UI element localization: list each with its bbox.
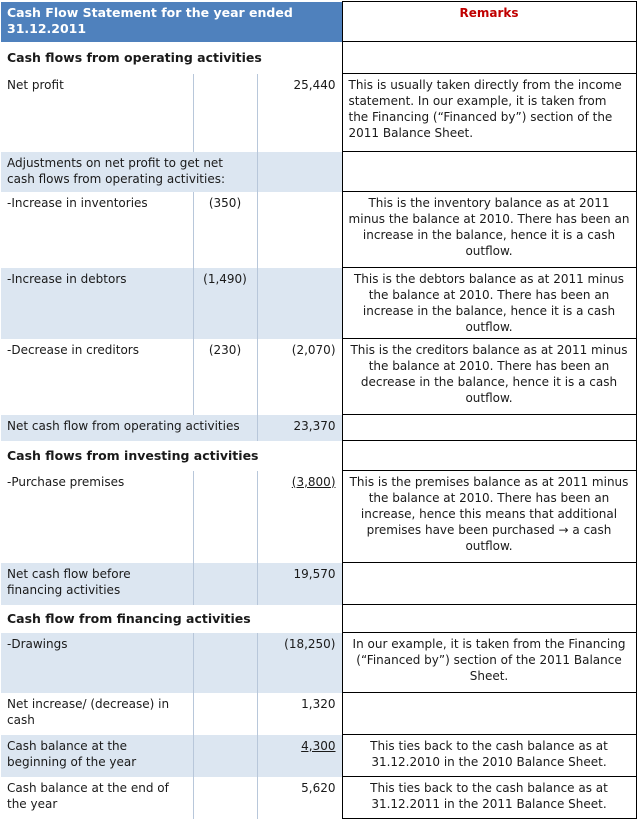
- header-row: [1, 2, 636, 42]
- row-label: -Purchase premises: [1, 471, 193, 563]
- remark-cell: This is the premises balance as at 2011 minus the balance at 2010. There has been an increase, hence this means that additional premises have been purchased → a cash outflow.: [342, 471, 636, 563]
- amount-col2: [193, 735, 257, 777]
- remark-cell: [342, 693, 636, 735]
- remark-cell: [342, 441, 636, 471]
- amount-col3: [257, 268, 342, 339]
- statement-title: Cash Flow Statement for the year ended 31.12.2011: [1, 2, 342, 42]
- row-label: Net increase/ (decrease) in cash: [1, 693, 193, 735]
- amount-col3: (3,800): [257, 471, 342, 563]
- remark-cell: This is the inventory balance as at 2011 minus the balance at 2010. There has been an increase in the balance, hence it is a cash outflow.: [342, 192, 636, 268]
- section-title: Cash flow from financing activities: [1, 605, 342, 633]
- amount-col2: [193, 633, 257, 693]
- amount-col2: [193, 471, 257, 563]
- remark-cell: [342, 563, 636, 605]
- amount-col3: 4,300: [257, 735, 342, 777]
- amount-col3: 1,320: [257, 693, 342, 735]
- table-row: [1, 735, 636, 777]
- amount-col3: 19,570: [257, 563, 342, 605]
- table-row: [1, 563, 636, 605]
- remarks-header: Remarks: [342, 2, 636, 42]
- row-label: -Increase in inventories: [1, 192, 193, 268]
- remark-cell: [342, 42, 636, 74]
- row-label: -Drawings: [1, 633, 193, 693]
- row-label: Net profit: [1, 74, 193, 152]
- amount-col2: (230): [193, 339, 257, 415]
- section-financing: [1, 605, 636, 633]
- row-label: Cash balance at the beginning of the year: [1, 735, 193, 777]
- amount-col2: (350): [193, 192, 257, 268]
- remark-cell: This is usually taken directly from the income statement. In our example, it is taken from the Financing (“Financed by”) section of the 2011 Balance Sheet.: [342, 74, 636, 152]
- amount-col2: (1,490): [193, 268, 257, 339]
- table-row: [1, 471, 636, 563]
- cash-flow-table: [1, 1, 637, 819]
- remark-cell: This ties back to the cash balance as at 31.12.2010 in the 2010 Balance Sheet.: [342, 735, 636, 777]
- amount-col3: (2,070): [257, 339, 342, 415]
- row-label: Net cash flow from operating activities: [1, 415, 257, 441]
- amount-col3: [257, 152, 342, 192]
- table-row: [1, 339, 636, 415]
- table-row: [1, 74, 636, 152]
- remark-cell: This is the creditors balance as at 2011 minus the balance at 2010. There has been an decrease in the balance, hence it is a cash outflow.: [342, 339, 636, 415]
- amount-col3: 25,440: [257, 74, 342, 152]
- amount-col2: [193, 74, 257, 152]
- table-row: [1, 152, 636, 192]
- remark-cell: [342, 415, 636, 441]
- amount-col3: 5,620: [257, 777, 342, 819]
- remark-cell: In our example, it is taken from the Financing (“Financed by”) section of the 2011 Balance Sheet.: [342, 633, 636, 693]
- section-operating: [1, 42, 636, 74]
- row-label: -Increase in debtors: [1, 268, 193, 339]
- amount-col3: 23,370: [257, 415, 342, 441]
- amount-col3: (18,250): [257, 633, 342, 693]
- row-label: Adjustments on net profit to get net cash flows from operating activities:: [1, 152, 257, 192]
- table-row: [1, 633, 636, 693]
- remark-cell: This is the debtors balance as at 2011 minus the balance at 2010. There has been an increase in the balance, hence it is a cash outflow.: [342, 268, 636, 339]
- section-investing: [1, 441, 636, 471]
- table-row: [1, 192, 636, 268]
- remark-cell: [342, 605, 636, 633]
- table-row: [1, 693, 636, 735]
- remark-cell: [342, 152, 636, 192]
- amount-col2: [193, 693, 257, 735]
- section-title: Cash flows from investing activities: [1, 441, 342, 471]
- amount-col3: [257, 192, 342, 268]
- row-label: Cash balance at the end of the year: [1, 777, 193, 819]
- table-row: [1, 777, 636, 819]
- row-label: Net cash flow before financing activities: [1, 563, 193, 605]
- section-title: Cash flows from operating activities: [1, 42, 342, 74]
- row-label: -Decrease in creditors: [1, 339, 193, 415]
- amount-col2: [193, 777, 257, 819]
- table-row: [1, 415, 636, 441]
- table-row: [1, 268, 636, 339]
- amount-col2: [193, 563, 257, 605]
- remark-cell: This ties back to the cash balance as at 31.12.2011 in the 2011 Balance Sheet.: [342, 777, 636, 819]
